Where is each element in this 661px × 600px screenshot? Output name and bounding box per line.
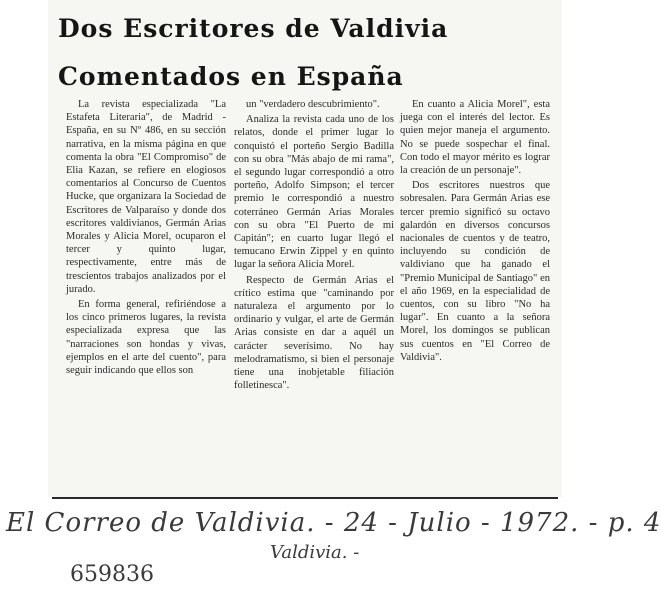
article-paragraph: La revista especializada "La Estafeta Literaria", de Madrid - España, en su Nº 486, en su sección narrativa, en la misma página en que comenta la obra "El Compromiso" de Elia Kazan, se refiere en elogiosos comentarios al Concurso de Cuentos Hucke, que organizara la Sociedad de Escritores de Valparaíso y donde dos escritores valdivianos, Germán Arias Morales y Alicia Morel, ocuparon el tercer y quinto lugar, respectivamente, entre más de trescientos trabajos analizados por el jurado.	[66, 99, 226, 295]
article-column-3	[400, 98, 550, 366]
article-column-1	[66, 98, 226, 379]
article-column-2	[234, 98, 394, 394]
record-number: 659836	[70, 562, 154, 587]
handwritten-city-note: Valdivia. -	[270, 542, 360, 563]
headline-line-1: Dos Escritores de Valdivia	[58, 14, 449, 43]
article-paragraph: un "verdadero descubrimiento".	[246, 99, 380, 110]
article-paragraph: Respecto de Germán Arias el crítico estima que "caminando por naturaleza el argumento por lo ordinario y vulgar, el arte de Germán Arias consiste en dar a aquél un carácter severísimo. No hay melodramatismo, si bien el personaje tiene una inobjetable filiación folletinesca".	[234, 274, 394, 392]
article-paragraph: Dos escritores nuestros que sobresalen. Para Germán Arias ese tercer premio significó su octavo galardón en diversos concursos nacionales de cuentos y de teatro, incluyendo su condición de valdiviano que ha ganado el "Premio Municipal de Santiago" en el año 1969, en la especialidad de cuentos, con su libro "No ha lugar". En cuanto a la señora Morel, los domingos se publican sus cuentos en "El Correo de Valdivia".	[400, 180, 550, 363]
clipping-bottom-edge	[52, 497, 558, 499]
article-paragraph: Analiza la revista cada uno de los relatos, donde el primer lugar lo conquistó el porteño Sergio Badilla con su obra "Más abajo de mi rama", el segundo lugar correspondió a otro porteño, Adolfo Simpson; el tercer premio le correspondió a nuestro coterráneo Germán Arias Morales con su obra "El Puerto de mi Capitán"; en cuarto lugar llegó el temucano Erwin Zippel y en quinto lugar la señora Alicia Morel.	[234, 114, 394, 271]
article-paragraph: En cuanto a Alicia Morel", esta juega con el interés del lector. Es quien mejor maneja el argumento. No se puede sospechar el final. Con todo el mayor mérito es lograr la creación de un personaje".	[400, 99, 550, 177]
headline-line-2: Comentados en España	[58, 62, 404, 91]
newspaper-clipping	[48, 0, 562, 497]
handwritten-source-note: El Correo de Valdivia. - 24 - Julio - 1972. - p. 4	[6, 508, 661, 538]
article-paragraph: En forma general, refiriéndose a los cinco primeros lugares, la revista especializada expresa que las "narraciones son hondas y vivas, ejemplos en el arte del cuento", para seguir indicando que ellos son	[66, 299, 226, 377]
